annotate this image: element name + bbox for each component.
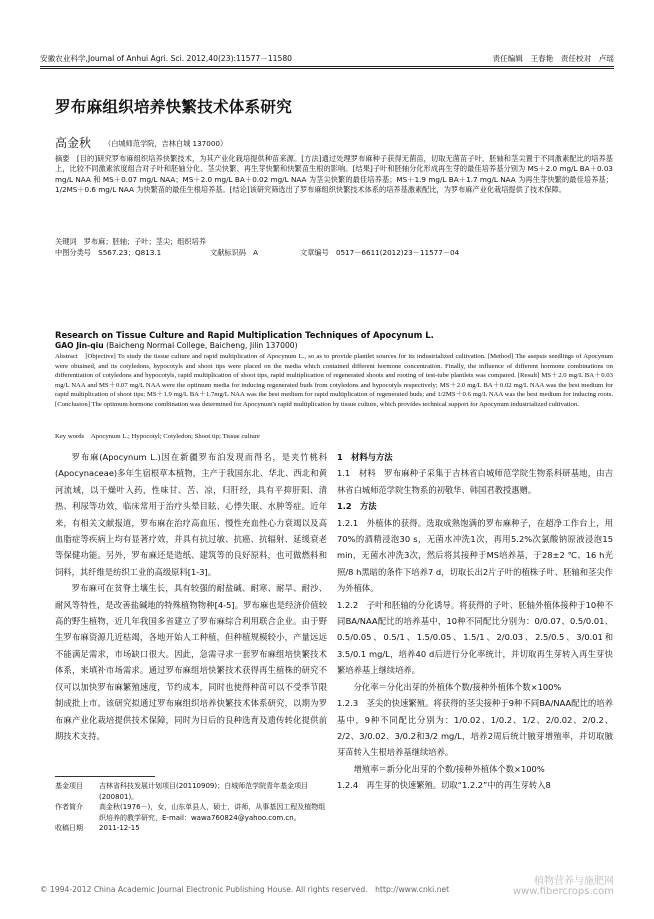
intro-paragraph: 罗布麻(Apocynum L.)因在新疆罗布泊发现而得名，是夹竹桃科(Apocynaceae)多年生宿根草本植物，主产于我国东北、华北、西北和黄河流域，以干燥叶入药，性味甘、苦、凉，归肝经，具有平抑肝阳、清热、利尿等功效，临床常用于治疗头晕目眩、心悸失眠、水肿等症。近年来，有相关文献报道，罗布麻在治疗高血压、慢性充血性心力衰竭以及高血脂症等疾病上均有显著疗效，并具有抗过敏、抗癌、抗辐射、延缓衰老等保健功能。另外，罗布麻还是造纸、建筑等的良好原料，也可做燃料和饲料，其纤维是纺织工业的高级原料[1-3]。 [55, 452, 327, 577]
english-abstract-text: Abstract [Objective] To study the tissue culture and rapid multiplication of Apocynum L., so as to provide plantlet sources for its industrialized cultivation. [Method] The asepsis seedlings of Apocynum were obtained, and its cotyledons, hypocotyls and shoot tips were placed on the media which contained different hormone concentration. Finally, the influence of different hormone combinations on differentiation of cotyledons and hypocotyls, rapid multiplication of shoot tips, rapid multiplication of regenerated shoots and rooting of test-tube plantlets was compared. [Result] MS＋2.0 mg/L BA＋0.03 mg/L NAA and MS＋0.07 mg/L NAA were the optimum media for inducing regenerated buds from cotyledons and hypocotyls respectively; MS＋2.0 mg/L BA＋0.02 mg/L NAA was the best medium for rapid multiplication of shoot tips; MS＋1.9 mg/L BA＋1.7mg/L NAA was the best medium for rapid multiplication of regenerated buds; and 1/2MS＋0.6 mg/L NAA was the best medium for inducing roots. [Conclusion] The optimum hormone combination was determined for Apocynum's rapid multiplication by tissue culture, which provides technical support for Apocynum industrialized cultivation. [55, 353, 613, 408]
watermark-text: 植物营养与施肥网 [534, 876, 614, 887]
english-author-name: GAO Jin-qiu [55, 341, 104, 350]
author-bio-text: 高金秋(1976－)，女，山东单县人，硕士，讲师，从事基因工程及植物组织培养的教学研究，E-mail：wawa760824@yahoo.com.cn。 [99, 803, 326, 822]
english-title: Research on Tissue Culture and Rapid Multiplication Techniques of Apocynum L. [55, 330, 434, 340]
method-paragraph: 1.2.1 外植体的获得。选取成熟饱满的罗布麻种子，在超净工作台上，用70%的酒精浸泡30 s，无菌水冲洗1次，再用5.2%次氯酸钠原液浸泡15 min，无菌水冲洗3次，然后将其接种于MS培养基，于28±2 ℃、16 h光照/8 h黑暗的条件下培养7 d，切取长出2片子叶的植株子叶、胚轴和茎尖作为外植体。 [337, 517, 613, 594]
keywords-cn: 关键词 罗布麻；胚轴；子叶；茎尖；组织培养 [55, 237, 206, 246]
formula-proliferation: 增殖率＝新分化出芽的个数/接种外植体个数×100% [353, 763, 545, 774]
journal-citation: 安徽农业科学,Journal of Anhui Agri. Sci. 2012,40(23):11577－11580 [40, 54, 293, 63]
section-heading: 1 材料与方法 [337, 452, 393, 462]
formula-differentiation: 分化率＝分化出芽的外植体个数/接种外植体个数×100% [353, 681, 562, 692]
english-abstract [55, 352, 613, 410]
header-rule-bottom [40, 68, 614, 69]
english-keywords: Key words Apocynum L.; Hypocotyl; Cotyledon; Shoot tip; Tissue culture [55, 433, 260, 440]
method-paragraph: 1.2.4 再生芽的快速繁殖。切取“1.2.2”中的再生芽转入8 [337, 780, 551, 791]
copyright-footer: © 1994-2012 China Academic Journal Electronic Publishing House. All rights reserved. http://www.cnki.net [40, 885, 450, 894]
watermark-url: www.fibercrops.com [512, 886, 614, 897]
intro-paragraph: 罗布麻可在贫脊土壤生长，具有较强的耐盐碱、耐寒、耐旱、耐沙、耐风等特性，是改善盐碱地的特殊植物物种[4-5]。罗布麻也是经济价值较高的野生植物，近几年我国多省建立了罗布麻综合利用联合企业。由于野生罗布麻资源几近枯竭，各地开始人工种植，但种植规模较小，产量远远不能满足需求，市场缺口很大。因此，急需寻求一套罗布麻组培快繁技术体系，来填补市场需求。通过罗布麻组培快繁技术获得再生植株的研究不仅可以加快罗布麻繁殖速度，节约成本，同时也使得种苗可以不受季节限制成批上市。该研究拟通过罗布麻组织培养快繁技术体系研究，以期为罗布麻产业化栽培提供技术保障，同时为日后的良种选育及遗传转化提供前期技术支持。 [55, 583, 327, 741]
footnote [55, 781, 327, 834]
english-author-affiliation: (Baicheng Normal College, Baicheng, Jilin 137000) [106, 341, 298, 350]
english-author [55, 341, 298, 350]
article-number: 文章编号 0517－6611(2012)23－11577－04 [300, 248, 460, 257]
editor-credits: 责任编辑 王春艳 责任校对 卢瑶 [492, 54, 614, 63]
method-paragraph: 1.2.3 茎尖的快速繁殖。将获得的茎尖接种于9种不同BA/NAA配比的培养基中，9种不同配比分别为：1/0.02、1/0.2、1/2、2/0.02、2/0.2、2/2、3/0.02、3/0.2和3/2 mg/L，培养2周后统计腋芽增殖率，并切取腋芽苗转入生根培养基继续培养。 [337, 698, 613, 758]
abstract-cn [55, 154, 613, 195]
section-heading: 1.2 方法 [337, 501, 377, 512]
header-rule-top [40, 66, 614, 67]
method-paragraph: 1.2.2 子叶和胚轴的分化诱导。将获得的子叶、胚轴外植体接种于10种不同BA/NAA配比的培养基中，10种不同配比分别为：0/0.07、0.5/0.01、0.5/0.05、0.5/1、1.5/0.05、1.5/1、2/0.03、2.5/0.5、3/0.01和3.5/0.1 mg/L，培养40 d后进行分化率统计，并切取再生芽转入再生芽快繁培养基上继续培养。 [337, 599, 613, 676]
received-label: 收稿日期 [55, 824, 83, 832]
document-code: 文献标识码 A [210, 248, 259, 257]
author-affiliation: （白城师范学院，吉林白城 137000） [104, 139, 228, 148]
author-bio-label: 作者简介 [55, 803, 83, 811]
fund-label: 基金项目 [55, 782, 83, 790]
intro-column [55, 449, 327, 744]
methods-column [337, 449, 613, 794]
author-name: 高金秋 [55, 136, 92, 150]
clc-number: 中图分类号 S567.23；Q813.1 [55, 248, 162, 257]
received-date: 2011-12-15 [99, 824, 140, 832]
fund-text: 吉林省科技发展计划项目(20110909)；白城师范学院青年基金项目(200801)。 [99, 782, 309, 801]
article-title: 罗布麻组织培养快繁技术体系研究 [55, 98, 293, 116]
materials-paragraph: 1.1 材料 罗布麻种子采集于吉林省白城师范学院生物系科研基地，由吉林省白城师范学院生物系的初敬华、韩国君教授惠赠。 [337, 468, 613, 495]
abstract-cn-text: 摘要 [目的]研究罗布麻组织培养快繁技术，为其产业化栽培提供种苗来源。[方法]通过处理罗布麻种子获得无菌苗，切取无菌苗子叶、胚轴和茎尖置于不同激素配比的培养基上，比较不同激素浓度组合对子叶和胚轴分化、茎尖快繁、再生芽快繁和快繁苗生根的影响。[结果]子叶和胚轴分化形成再生芽的最佳培养基分别为 MS＋2.0 mg/L BA＋0.03 mg/L NAA 和 MS＋0.07 mg/L NAA；MS＋2.0 mg/L BA＋0.02 mg/L NAA 为茎尖快繁的最佳培养基；MS＋1.9 mg/L BA＋1.7 mg/L NAA 为再生芽快繁的最佳培养基；1/2MS＋0.6 mg/L NAA 为快繁苗的最佳生根培养基。[结论]该研究筛选出了罗布麻组织快繁技术体系的培养基激素配比，为罗布麻产业化栽培提供了技术保障。 [55, 154, 613, 194]
footnote-rule [55, 776, 155, 777]
